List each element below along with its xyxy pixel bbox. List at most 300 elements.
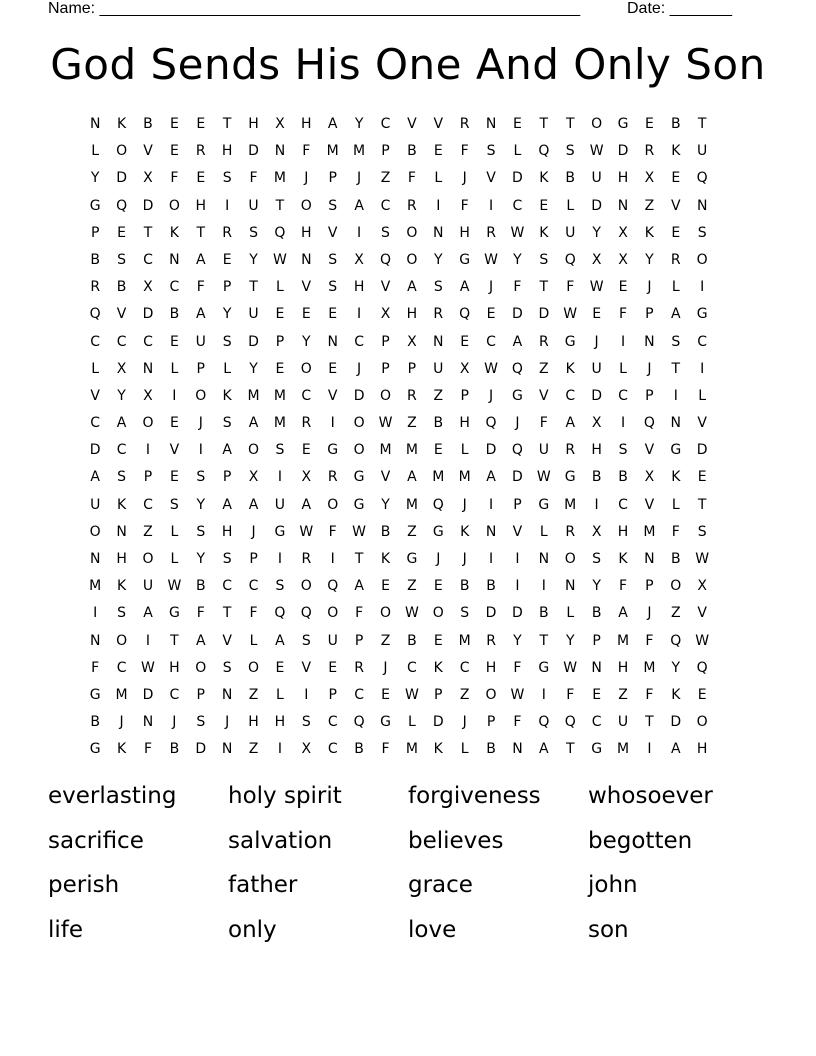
grid-row: [82, 492, 715, 519]
grid-row: [82, 464, 715, 491]
grid-letter: X: [116, 360, 127, 377]
grid-letter: I: [488, 197, 494, 214]
grid-letter: N: [142, 360, 154, 377]
grid-letter: I: [647, 741, 652, 758]
grid-letter: V: [644, 442, 655, 459]
grid-row: [82, 709, 715, 736]
grid-letter: E: [275, 659, 285, 676]
grid-letter: B: [354, 741, 364, 758]
word-bank-item: begotten: [588, 827, 693, 854]
grid-letter: A: [195, 251, 206, 268]
grid-letter: I: [488, 551, 494, 567]
grid-letter: Y: [196, 496, 206, 513]
grid-letter: H: [617, 170, 629, 187]
grid-letter: G: [459, 251, 471, 268]
grid-letter: N: [485, 523, 497, 540]
grid-letter: X: [143, 387, 153, 404]
grid-letter: N: [538, 551, 550, 567]
grid-letter: B: [670, 551, 681, 567]
grid-letter: G: [564, 469, 576, 486]
grid-letter: N: [221, 686, 233, 703]
grid-letter: S: [301, 632, 311, 649]
grid-letter: K: [433, 741, 443, 758]
grid-letter: G: [564, 333, 576, 350]
grid-letter: I: [225, 197, 230, 214]
grid-letter: P: [513, 496, 522, 513]
grid-letter: H: [459, 415, 470, 432]
grid-letter: M: [353, 143, 366, 160]
grid-letter: D: [670, 714, 682, 731]
grid-letter: B: [618, 469, 628, 486]
grid-letter: P: [381, 333, 390, 350]
grid-letter: R: [433, 306, 444, 323]
grid-letter: C: [222, 578, 233, 595]
grid-letter: J: [462, 714, 467, 731]
grid-letter: E: [196, 116, 206, 132]
grid-letter: G: [538, 496, 550, 513]
grid-letter: P: [143, 469, 153, 486]
grid-letter: Y: [249, 251, 258, 268]
grid-letter: A: [327, 116, 338, 132]
grid-letter: J: [488, 387, 494, 404]
grid-letter: B: [407, 143, 417, 160]
grid-letter: C: [354, 333, 364, 350]
grid-letter: A: [143, 605, 153, 622]
grid-letter: N: [617, 197, 629, 214]
grid-letter: I: [330, 551, 335, 567]
grid-letter: B: [565, 170, 576, 187]
grid-letter: M: [273, 170, 286, 187]
grid-letter: D: [248, 143, 259, 160]
grid-letter: Z: [407, 578, 417, 595]
grid-letter: K: [539, 170, 549, 187]
grid-letter: B: [380, 523, 391, 540]
grid-letter: H: [696, 741, 708, 758]
grid-letter: F: [302, 143, 311, 160]
grid-letter: S: [117, 251, 127, 268]
grid-letter: K: [380, 551, 391, 567]
grid-letter: D: [248, 333, 259, 350]
grid-letter: Z: [644, 197, 655, 214]
grid-letter: F: [196, 279, 205, 296]
grid-letter: B: [486, 741, 496, 758]
grid-letter: E: [301, 306, 311, 323]
grid-letter: C: [143, 251, 153, 268]
grid-letter: G: [432, 523, 444, 540]
grid-letter: Q: [538, 143, 550, 160]
grid-letter: Z: [433, 387, 444, 404]
word-bank-item: grace: [408, 872, 473, 898]
grid-letter: S: [117, 469, 127, 486]
grid-letter: T: [249, 279, 258, 296]
grid-letter: S: [196, 714, 206, 731]
grid-letter: F: [381, 741, 390, 758]
grid-letter: U: [274, 496, 286, 513]
grid-letter: C: [380, 197, 391, 214]
grid-letter: V: [327, 224, 338, 241]
grid-letter: V: [539, 387, 549, 404]
grid-letter: L: [434, 170, 443, 187]
grid-letter: N: [169, 251, 180, 268]
grid-letter: T: [697, 496, 707, 513]
grid-letter: F: [513, 659, 522, 676]
grid-letter: Z: [618, 686, 628, 703]
date-field-label: Date: _______: [627, 0, 732, 17]
grid-letter: C: [565, 387, 576, 404]
grid-letter: Y: [90, 170, 100, 187]
grid-letter: M: [458, 632, 471, 649]
grid-letter: H: [248, 116, 259, 132]
grid-letter: M: [405, 741, 418, 758]
grid-letter: T: [645, 714, 654, 731]
grid-letter: D: [512, 605, 523, 622]
grid-letter: Q: [274, 224, 286, 241]
grid-letter: N: [564, 578, 576, 595]
grid-letter: L: [671, 279, 680, 296]
grid-letter: I: [594, 496, 599, 513]
word-bank: [48, 778, 768, 956]
grid-letter: T: [565, 116, 575, 132]
grid-letter: G: [406, 551, 418, 567]
grid-letter: K: [222, 387, 232, 404]
grid-letter: Y: [513, 251, 522, 268]
grid-letter: I: [357, 306, 362, 323]
grid-letter: C: [380, 116, 391, 132]
grid-letter: O: [142, 415, 154, 432]
grid-letter: R: [354, 659, 364, 676]
grid-letter: B: [486, 578, 496, 595]
grid-letter: O: [406, 251, 418, 268]
grid-letter: M: [273, 415, 286, 432]
grid-letter: G: [538, 659, 550, 676]
grid-letter: D: [591, 197, 602, 214]
grid-letter: H: [406, 306, 418, 323]
grid-letter: H: [617, 523, 629, 540]
grid-letter: X: [459, 360, 470, 377]
grid-letter: J: [594, 333, 599, 350]
grid-letter: S: [592, 551, 602, 567]
grid-letter: H: [195, 197, 207, 214]
grid-letter: Q: [538, 714, 550, 731]
grid-letter: S: [249, 224, 258, 241]
grid-letter: Y: [196, 551, 206, 567]
grid-letter: D: [485, 442, 497, 459]
grid-letter: A: [275, 632, 285, 649]
grid-letter: X: [591, 415, 602, 432]
grid-row: [82, 247, 715, 274]
grid-letter: G: [89, 741, 101, 758]
grid-letter: O: [564, 551, 576, 567]
grid-row: [82, 437, 715, 464]
grid-letter: N: [142, 714, 154, 731]
grid-letter: F: [355, 605, 364, 622]
grid-letter: E: [671, 170, 681, 187]
grid-letter: Q: [485, 415, 497, 432]
grid-letter: G: [617, 116, 629, 132]
grid-letter: J: [357, 360, 362, 377]
grid-letter: C: [327, 714, 338, 731]
grid-letter: U: [697, 143, 708, 160]
grid-letter: Y: [222, 306, 232, 323]
grid-letter: K: [671, 143, 681, 160]
grid-letter: B: [459, 578, 470, 595]
grid-letter: H: [169, 659, 180, 676]
grid-letter: K: [116, 741, 127, 758]
grid-letter: I: [93, 605, 98, 622]
grid-letter: A: [90, 469, 100, 486]
grid-letter: Q: [116, 197, 128, 214]
grid-letter: U: [617, 714, 629, 731]
grid-letter: D: [512, 306, 523, 323]
grid-letter: X: [697, 578, 707, 595]
grid-letter: R: [407, 197, 417, 214]
grid-letter: F: [196, 605, 205, 622]
grid-letter: E: [196, 170, 206, 187]
name-field-label: Name: ______________________________________________________: [48, 0, 581, 17]
grid-letter: Q: [459, 306, 471, 323]
grid-letter: R: [538, 333, 549, 350]
grid-letter: I: [330, 415, 335, 432]
grid-letter: B: [90, 714, 100, 731]
grid-letter: K: [618, 551, 628, 567]
grid-letter: A: [354, 197, 364, 214]
grid-letter: T: [539, 116, 549, 132]
grid-letter: V: [380, 279, 391, 296]
grid-letter: A: [407, 469, 417, 486]
grid-letter: N: [274, 143, 286, 160]
grid-letter: C: [301, 387, 312, 404]
grid-letter: N: [670, 415, 682, 432]
grid-letter: C: [248, 578, 259, 595]
grid-letter: T: [222, 116, 232, 132]
grid-letter: K: [433, 659, 443, 676]
grid-letter: Q: [670, 632, 682, 649]
grid-letter: I: [620, 415, 626, 432]
grid-letter: P: [196, 686, 205, 703]
grid-letter: X: [644, 170, 655, 187]
grid-letter: H: [617, 659, 629, 676]
grid-letter: Y: [354, 116, 364, 132]
grid-letter: M: [273, 387, 286, 404]
grid-letter: D: [353, 387, 365, 404]
grid-row: [82, 600, 715, 627]
grid-letter: D: [485, 605, 497, 622]
grid-letter: N: [696, 197, 708, 214]
grid-letter: F: [143, 741, 152, 758]
grid-letter: Q: [300, 605, 312, 622]
grid-letter: H: [301, 224, 312, 241]
grid-letter: E: [671, 224, 681, 241]
grid-letter: R: [670, 251, 681, 268]
grid-letter: G: [327, 442, 339, 459]
grid-letter: V: [143, 143, 153, 160]
grid-letter: F: [539, 415, 548, 432]
word-bank-item: father: [228, 872, 298, 898]
grid-letter: X: [248, 469, 259, 486]
grid-letter: S: [486, 143, 496, 160]
grid-letter: L: [170, 551, 179, 567]
grid-letter: P: [592, 632, 601, 649]
grid-letter: U: [327, 632, 338, 649]
grid-letter: B: [195, 578, 206, 595]
grid-letter: O: [353, 415, 365, 432]
grid-letter: N: [433, 333, 444, 350]
grid-letter: V: [301, 659, 312, 676]
grid-letter: B: [539, 605, 549, 622]
grid-letter: R: [301, 551, 312, 567]
grid-letter: F: [618, 578, 628, 595]
grid-letter: F: [513, 279, 522, 296]
grid-letter: Q: [274, 605, 286, 622]
grid-letter: G: [168, 605, 180, 622]
grid-letter: V: [644, 496, 655, 513]
grid-letter: O: [248, 659, 260, 676]
grid-letter: D: [142, 197, 154, 214]
grid-letter: E: [328, 659, 338, 676]
grid-letter: I: [700, 279, 705, 296]
grid-letter: P: [275, 333, 285, 350]
grid-letter: C: [486, 333, 496, 350]
grid-letter: G: [380, 714, 391, 731]
grid-letter: D: [116, 170, 127, 187]
grid-letter: V: [116, 306, 127, 323]
grid-letter: E: [275, 360, 285, 377]
grid-letter: C: [143, 333, 153, 350]
grid-letter: C: [169, 279, 180, 296]
grid-letter: Z: [539, 360, 549, 377]
grid-letter: E: [381, 578, 390, 595]
grid-letter: N: [221, 741, 233, 758]
grid-letter: S: [196, 469, 206, 486]
grid-letter: E: [433, 143, 443, 160]
grid-letter: G: [670, 442, 682, 459]
grid-letter: Q: [696, 659, 708, 676]
grid-letter: W: [299, 523, 314, 540]
grid-letter: W: [695, 632, 710, 649]
grid-letter: F: [566, 686, 575, 703]
grid-letter: N: [89, 632, 101, 649]
grid-letter: E: [222, 251, 232, 268]
grid-letter: F: [460, 197, 469, 214]
grid-letter: P: [90, 224, 100, 241]
grid-row: [82, 301, 715, 328]
grid-letter: X: [301, 469, 312, 486]
grid-letter: C: [618, 496, 628, 513]
grid-letter: F: [407, 170, 416, 187]
grid-letter: A: [222, 496, 232, 513]
grid-letter: C: [116, 659, 127, 676]
grid-letter: W: [536, 469, 551, 486]
grid-letter: O: [116, 143, 128, 160]
grid-letter: X: [618, 251, 628, 268]
grid-letter: X: [275, 116, 285, 132]
grid-letter: E: [433, 578, 443, 595]
grid-letter: O: [696, 251, 708, 268]
grid-letter: B: [169, 306, 180, 323]
grid-letter: Y: [381, 496, 390, 513]
grid-letter: D: [142, 306, 154, 323]
grid-letter: U: [591, 360, 602, 377]
grid-letter: P: [354, 632, 364, 649]
grid-letter: P: [645, 387, 654, 404]
grid-letter: E: [433, 632, 443, 649]
grid-row: [82, 519, 715, 546]
grid-letter: X: [143, 170, 153, 187]
grid-letter: J: [462, 170, 467, 187]
grid-letter: N: [433, 224, 444, 241]
grid-letter: Y: [302, 333, 311, 350]
grid-letter: Y: [592, 224, 601, 241]
grid-letter: U: [248, 197, 259, 214]
grid-letter: Z: [248, 686, 259, 703]
grid-letter: N: [116, 523, 127, 540]
grid-letter: F: [170, 170, 179, 187]
grid-letter: J: [357, 170, 362, 187]
grid-letter: W: [510, 686, 525, 703]
grid-letter: I: [172, 387, 177, 404]
grid-letter: R: [301, 415, 312, 432]
grid-letter: H: [221, 143, 233, 160]
grid-letter: P: [381, 360, 390, 377]
grid-letter: Z: [380, 170, 391, 187]
grid-letter: O: [168, 197, 180, 214]
grid-letter: E: [381, 686, 390, 703]
grid-letter: L: [698, 387, 707, 404]
grid-letter: N: [485, 116, 497, 132]
grid-letter: O: [195, 387, 207, 404]
grid-letter: T: [354, 551, 364, 567]
grid-letter: Y: [671, 659, 681, 676]
grid-letter: P: [645, 306, 654, 323]
grid-letter: P: [328, 170, 337, 187]
grid-letter: S: [697, 523, 707, 540]
grid-letter: K: [460, 523, 470, 540]
grid-letter: A: [565, 415, 576, 432]
grid-letter: M: [115, 686, 128, 703]
grid-letter: W: [563, 659, 578, 676]
grid-letter: J: [462, 551, 467, 567]
grid-letter: N: [644, 551, 655, 567]
grid-letter: Q: [327, 578, 339, 595]
grid-letter: I: [357, 224, 362, 241]
grid-letter: N: [591, 659, 602, 676]
grid-letter: V: [433, 116, 444, 132]
grid-letter: Y: [433, 251, 443, 268]
grid-letter: U: [433, 360, 444, 377]
grid-letter: W: [510, 224, 525, 241]
grid-letter: O: [89, 523, 101, 540]
grid-letter: T: [196, 224, 206, 241]
grid-letter: A: [195, 632, 206, 649]
grid-letter: H: [116, 551, 127, 567]
grid-letter: A: [248, 496, 259, 513]
grid-letter: T: [143, 224, 153, 241]
grid-letter: E: [697, 469, 707, 486]
grid-letter: Z: [407, 523, 417, 540]
grid-letter: M: [432, 469, 445, 486]
grid-letter: A: [486, 469, 496, 486]
grid-letter: F: [566, 279, 575, 296]
grid-letter: A: [248, 415, 259, 432]
grid-letter: J: [198, 415, 203, 432]
grid-letter: X: [354, 251, 364, 268]
grid-letter: Z: [248, 741, 259, 758]
grid-letter: S: [222, 170, 232, 187]
grid-letter: Q: [89, 306, 101, 323]
grid-letter: L: [223, 360, 232, 377]
grid-letter: X: [644, 469, 655, 486]
grid-letter: V: [512, 523, 523, 540]
